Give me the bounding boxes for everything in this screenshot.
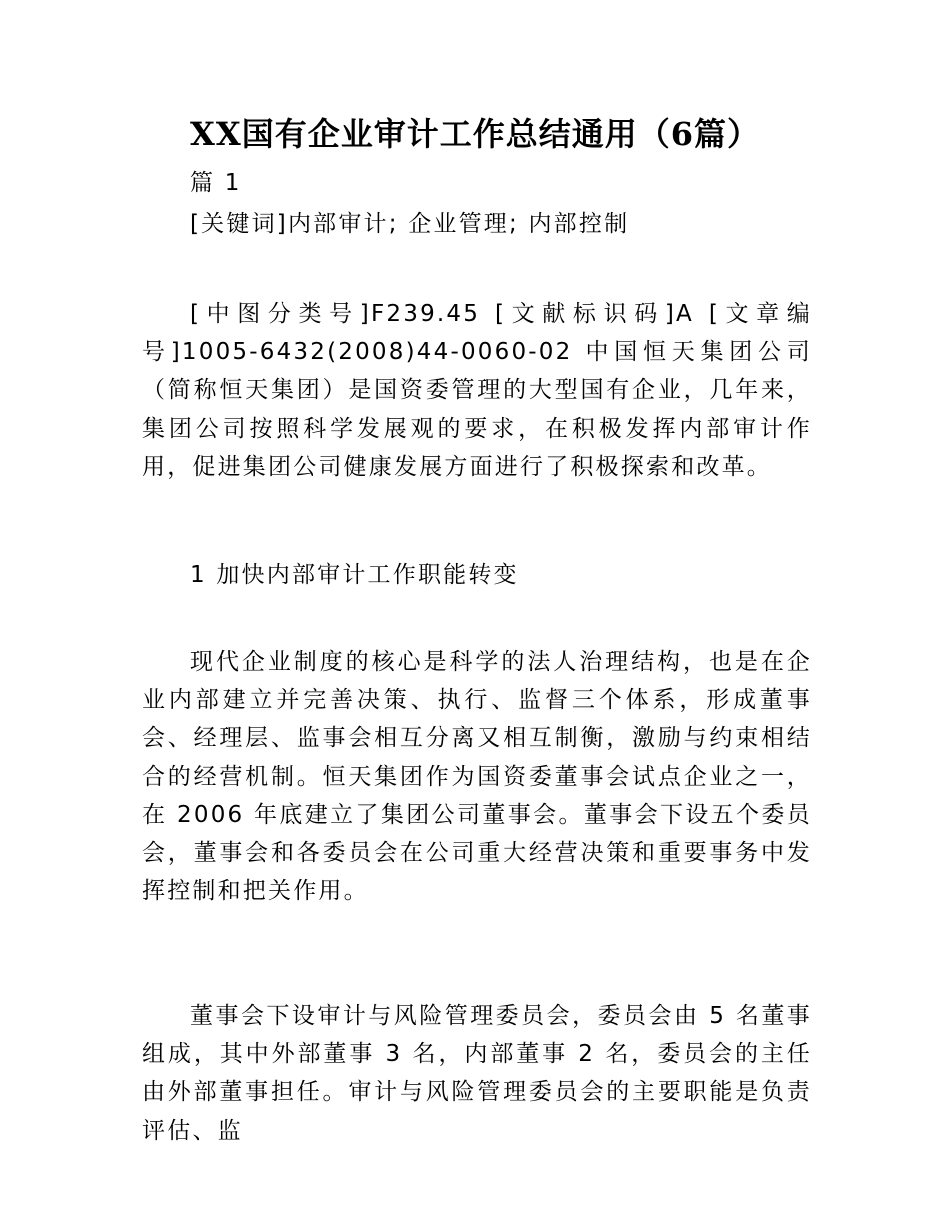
document-title: XX国有企业审计工作总结通用（6篇） (190, 115, 760, 153)
body-paragraph: 现代企业制度的核心是科学的法人治理结构，也是在企业内部建立并完善决策、执行、监督三个体系，形成董事会、经理层、监事会相互分离又相互制衡，激励与约束相结合的经营机制。恒天集团作为国资委董事会试点企业之一，在 2006 年底建立了集团公司董事会。董事会下设五个委员会，董事会和各委员会在公司重大经营决策和重要事务中发挥控制和把关作用。 (142, 649, 812, 905)
section-title: 1 加快内部审计工作职能转变 (190, 562, 519, 588)
chapter-heading: 篇 1 (190, 170, 242, 196)
body-paragraph: 董事会下设审计与风险管理委员会，委员会由 5 名董事组成，其中外部董事 3 名，内部董事 2 名，委员会的主任由外部董事担任。审计与风险管理委员会的主要职能是负责评估、监 (142, 1003, 812, 1144)
keywords-line: [关键词]内部审计; 企业管理; 内部控制 (190, 211, 630, 237)
intro-paragraph: [中图分类号]F239.45 [文献标识码]A [文章编号]1005-6432(2008)44-0060-02 中国恒天集团公司（简称恒天集团）是国资委管理的大型国有企业，几年来，集团公司按照科学发展观的要求，在积极发挥内部审计作用，促进集团公司健康发展方面进行了积极探索和改革。 (142, 301, 812, 480)
